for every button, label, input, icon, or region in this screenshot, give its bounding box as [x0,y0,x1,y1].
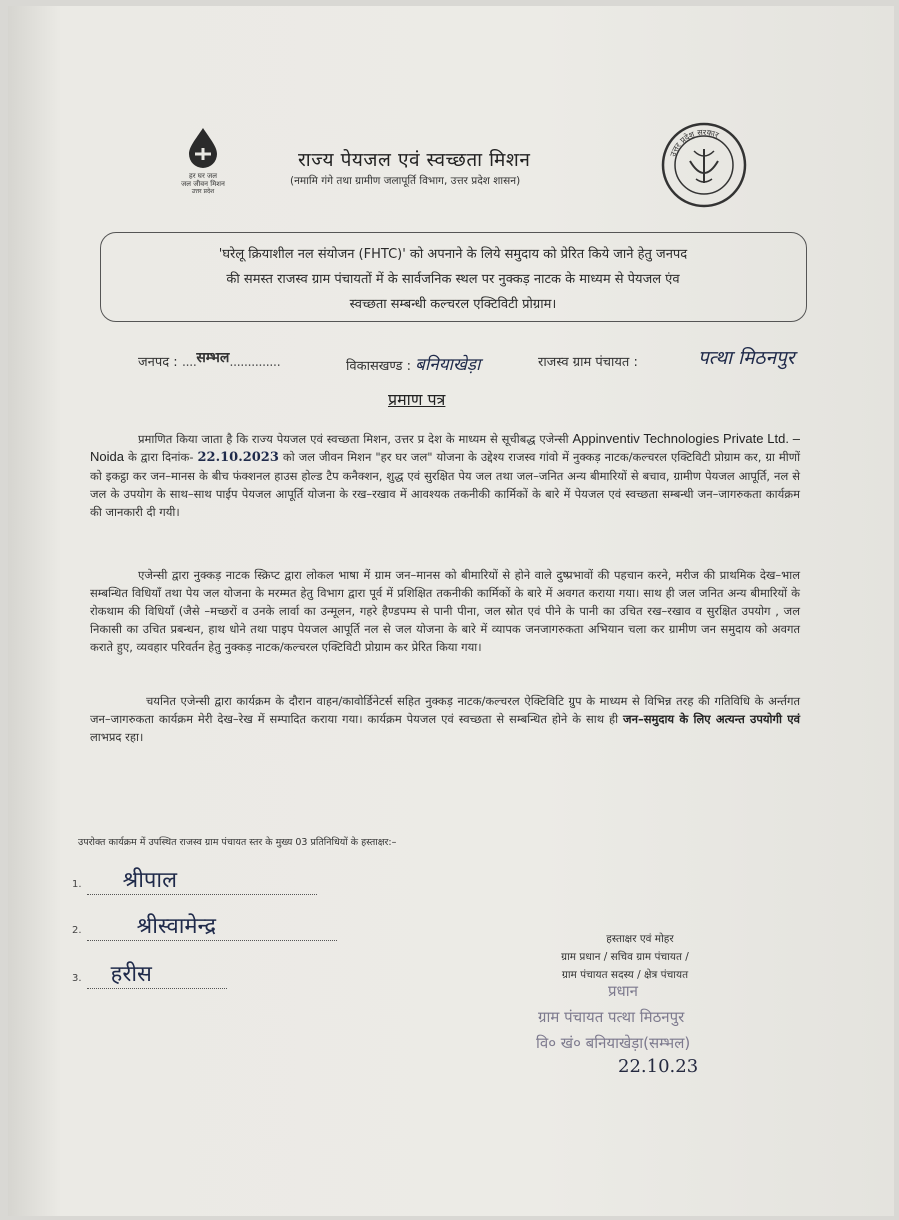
signature-number: 3. [72,973,82,984]
signature-line [87,910,337,941]
seal-text: उत्तर प्रदेश सरकार [668,127,721,158]
page-title: राज्य पेयजल एवं स्वच्छता मिशन [298,149,531,171]
gram-panchayat-field [538,352,638,370]
subject-line-1: 'घरेलू क्रियाशील नल संयोजन (FHTC)' को अपनाने के लिये समुदाय को प्रेरित किये जाने हेतु जनपद [218,247,688,262]
subject-line-2: की समस्त राजस्व ग्राम पंचायतों में के सार्वजनिक स्थल पर नुक्कड़ नाटक के माध्यम से पेयजल एंव [226,272,680,287]
up-government-seal [660,121,748,209]
signature-row-3 [72,958,227,989]
signature-number: 1. [72,879,82,890]
har-ghar-jal-logo [168,126,238,196]
district-field [138,352,280,371]
official-line-2: ग्राम प्रधान / सचिव ग्राम पंचायत / [561,951,689,963]
para1-part1: प्रमाणित किया जाता है कि राज्य पेयजल एवं स्वच्छता मिशन, उत्तर प्र देश के माध्यम से सूचीबद्ध एजेन्सी [138,432,569,446]
paragraph-1 [90,430,800,521]
subject-text [108,242,798,317]
logo-text-2: जल जीवन मिशन [181,180,225,188]
stamp-gram-panchayat: ग्राम पंचायत पत्था मिठनपुर [538,1008,685,1026]
subject-line-3: स्वच्छता सम्बन्धी कल्चरल एक्टिविटी प्रोग्राम। [349,297,557,312]
gram-panchayat-value: पत्था मिठनपुर [698,347,795,369]
district-dots-left: .... [181,355,197,370]
svg-text:उत्तर प्रदेश सरकार [668,128,720,158]
signature-name: श्रीपाल [122,868,178,893]
official-line-3: ग्राम पंचायत सदस्य / क्षेत्र पंचायत [561,969,689,981]
official-signature-block [530,930,720,984]
block-field [346,352,480,375]
official-line-1: हस्ताक्षर एवं मोहर [606,933,674,945]
page-subtitle: (नमामि गंगे तथा ग्रामीण जलापूर्ति विभाग, उत्तर प्रदेश शासन) [290,175,521,187]
program-date: 22.10.2023 [197,450,279,465]
logo-text-1: हर घर जल [189,172,217,180]
signature-name: हरीस [110,962,152,987]
signature-number: 2. [72,925,82,936]
signature-line [87,958,227,989]
signatures-intro: उपरोक्त कार्यक्रम में उपस्थित राजस्व ग्राम पंचायत स्तर के मुख्य 03 प्रतिनिधियों के हस्ताक्षर:– [78,837,397,848]
signature-row-2 [72,910,337,941]
district-label: जनपद : [138,355,178,370]
para3-part1: चयनित एजेन्सी द्वारा कार्यक्रम के दौरान वाहन/कावोर्डिनेटर्स सहित नुक्कड़ नाटक/कल्चरल ऐक्टिविटि ग्रुप के माध्यम से विभिन्न तरह की गतिविधि के अर्न्तगत जन–जागरुकता कार्यक्रम मेरी देख–रेख में सम्पादित कराया गया। कार्यक्रम पेयजल एवं स्वच्छता से सम्बन्धित होने के साथ ही [90,694,800,726]
certificate-title: प्रमाण पत्र [388,390,446,409]
stamp-designation: प्रधान [608,982,638,1000]
agency-name: Appinventiv Technologies Private Ltd. – Noida [90,431,800,464]
para1-part2: के द्वारा दिनांक- [127,450,194,464]
logo-text-3: उत्तर प्रदेश [191,188,215,195]
block-value: बनियाखेड़ा [415,355,481,375]
block-label: विकासखण्ड : [346,359,412,374]
stamp-date: 22.10.23 [618,1056,699,1077]
document-page [8,6,894,1216]
signature-row-1 [72,864,317,895]
paragraph-3 [90,692,800,746]
district-value: सम्भल [196,350,230,366]
para1-part3: को जल जीवन मिशन "हर घर जल" योजना के उद्देश्य राजस्व गांवो में नुक्कड़ नाटक/कल्चरल एक्टिविटी प्रोग्राम कर, ग्रा मीणों को इकट्ठा कर जन–मानस के बीच फंक्शनल हाउस होल्ड टैप कनैक्शन, शुद्ध एवं सुरक्षित पेय जल तथा जल–जनित अन्य बीमारियों से बचाव, ग्रामीण पेयजल आपूर्ति, नल से जल के उपयोग के साथ–साथ पाईप पेयजल आपूर्ति योजना के रख–रखाव में आवश्यक तकनीकी कार्मिकों के बारे में पेयजल एवं स्वच्छता सम्बन्धी जन–जागरुकता कार्यक्रम की जानकारी दी गयी। [90,450,801,519]
para3-part2: लाभप्रद रहा। [90,730,144,744]
water-drop-icon [185,126,221,168]
signature-line [87,864,317,895]
stamp-block: वि० खं० बनियाखेड़ा(सम्भल) [536,1034,691,1052]
para3-bold: जन–समुदाय के लिए अत्यन्त उपयोगी एवं [623,712,800,726]
gram-panchayat-label: राजस्व ग्राम पंचायत : [538,355,638,370]
signature-name: श्रीस्वामेन्द्र [136,914,217,939]
district-dots-right: .............. [229,355,281,370]
paragraph-2: एजेन्सी द्वारा नुक्कड़ नाटक स्क्रिप्ट द्वारा लोकल भाषा में ग्राम जन–मानस को बीमारियों से होने वाले दुष्प्रभावों की पहचान करने, मरीज की प्राथमिक देख–भाल सम्बन्धित विधियाँ तथा पेय जल योजना के मरम्मत हेतु विभाग द्वारा पूर्व में प्रशिक्षित तकनीकी कार्मिकों के बारे में अवगत कराया गया। साथ ही जल जनित अन्य बीमारियों के रोकथाम की विधियाँ (जैसे –मच्छरों व उनके लार्वा का उन्मूलन, गहरे हैण्डपम्प से पानी पीना, जल स्रोत एवं पीने के पानी का उचित रख–रखाव व सुरक्षित उपयोग , जल निकासी का उचित प्रबन्धन, हाथ धोने तथा पाइप पेयजल आपूर्ति नल से जल योजना के बारे में व्यापक जनजागरुकता अभियान चला कर ग्रामीण जन समुदाय को अवगत कराते हुए, व्यवहार परिवर्तन हेतु नुक्कड़ नाटक/कल्चरल एक्टिविटी प्रोग्राम कर प्रेरित किया गया। [90,568,800,654]
